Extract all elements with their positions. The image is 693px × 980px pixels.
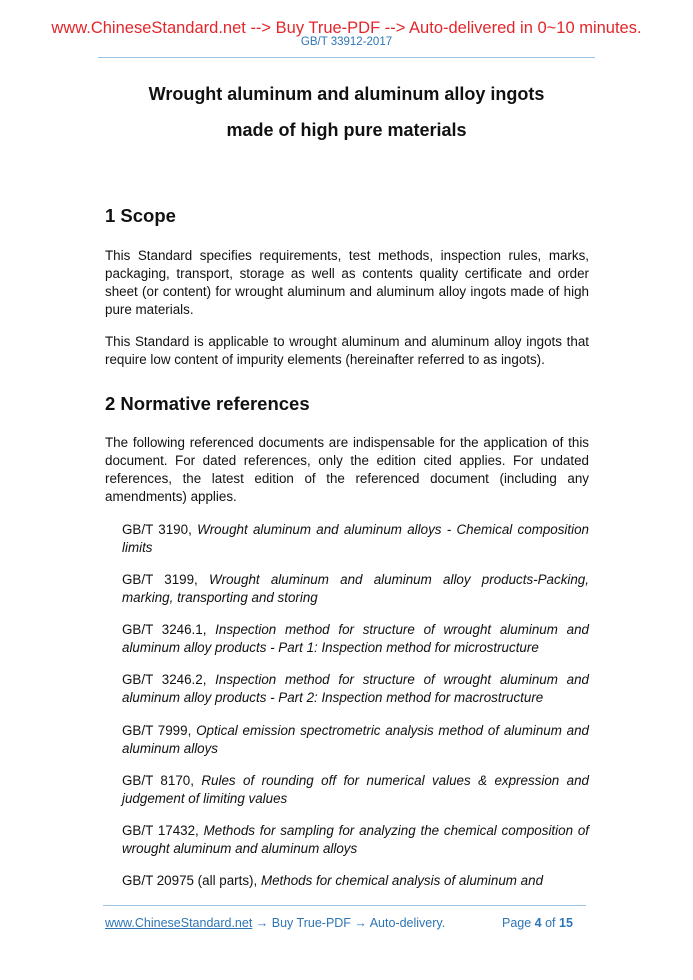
footer-promo-text: → Buy True-PDF → Auto-delivery. [252, 916, 446, 930]
promo-banner: www.ChineseStandard.net --> Buy True-PDF --> Auto-delivered in 0~10 minutes. [51, 19, 642, 37]
document-title-line-1: Wrought aluminum and aluminum alloy ingots [148, 84, 545, 104]
reference-title: Inspection method for structure of wrought aluminum and aluminum alloy products - Part 2: Inspection method for macrostructure [122, 672, 589, 705]
reference-item [122, 772, 589, 808]
reference-title: Inspection method for structure of wrought aluminum and aluminum alloy products - Part 1: Inspection method for microstructure [122, 622, 589, 655]
page-label: Page [502, 916, 535, 930]
section-heading-normative-references: 2 Normative references [105, 393, 310, 414]
document-number: GB/T 33912-2017 [300, 36, 393, 48]
current-page: 4 [534, 916, 542, 930]
reference-title: Wrought aluminum and aluminum alloys - Chemical composition limits [122, 522, 589, 555]
reference-code: GB/T 20975 (all parts), [122, 873, 261, 888]
footer-site-link[interactable]: www.ChineseStandard.net [105, 916, 253, 930]
reference-item [122, 621, 589, 657]
reference-code: GB/T 7999, [122, 723, 197, 738]
reference-code: GB/T 3246.1, [122, 622, 216, 637]
footer-promo [105, 916, 445, 930]
normative-references-intro: The following referenced documents are indispensable for the application of this document. For dated references, only the edition cited applies. For undated references, the latest edition of the referenced document (including any amendments) applies. [105, 435, 589, 504]
reference-title: Methods for sampling for analyzing the chemical composition of wrought aluminum and aluminum alloys [122, 823, 589, 856]
reference-item [122, 571, 589, 607]
reference-title: Optical emission spectrometric analysis method of aluminum and aluminum alloys [122, 723, 589, 756]
reference-code: GB/T 3246.2, [122, 672, 216, 687]
reference-item [122, 722, 589, 758]
reference-item [122, 521, 589, 557]
reference-code: GB/T 3190, [122, 522, 198, 537]
reference-title: Wrought aluminum and aluminum alloy products-Packing, marking, transporting and storing [122, 572, 589, 605]
reference-code: GB/T 17432, [122, 823, 204, 838]
footer-divider [103, 905, 586, 906]
total-pages: 15 [559, 916, 573, 930]
reference-code: GB/T 8170, [122, 773, 202, 788]
document-title-line-2: made of high pure materials [226, 120, 467, 140]
reference-item [122, 872, 589, 890]
reference-title: Methods for chemical analysis of aluminum and [260, 873, 544, 888]
scope-paragraph-1: This Standard specifies requirements, test methods, inspection rules, marks, packaging, transport, storage as well as contents quality certificate and order sheet (or content) for wrought aluminum and aluminum alloy ingots made of high pure materials. [105, 248, 589, 317]
reference-code: GB/T 3199, [122, 572, 209, 587]
reference-item [122, 822, 589, 858]
scope-paragraph-2: This Standard is applicable to wrought aluminum and aluminum alloy ingots that require low content of impurity elements (hereinafter referred to as ingots). [105, 334, 589, 367]
page-indicator [502, 916, 573, 930]
reference-item [122, 671, 589, 707]
header-divider [98, 57, 595, 58]
section-heading-scope: 1 Scope [105, 205, 176, 226]
page-of-label: of [541, 916, 559, 930]
reference-title: Rules of rounding off for numerical values & expression and judgement of limiting values [122, 773, 589, 806]
